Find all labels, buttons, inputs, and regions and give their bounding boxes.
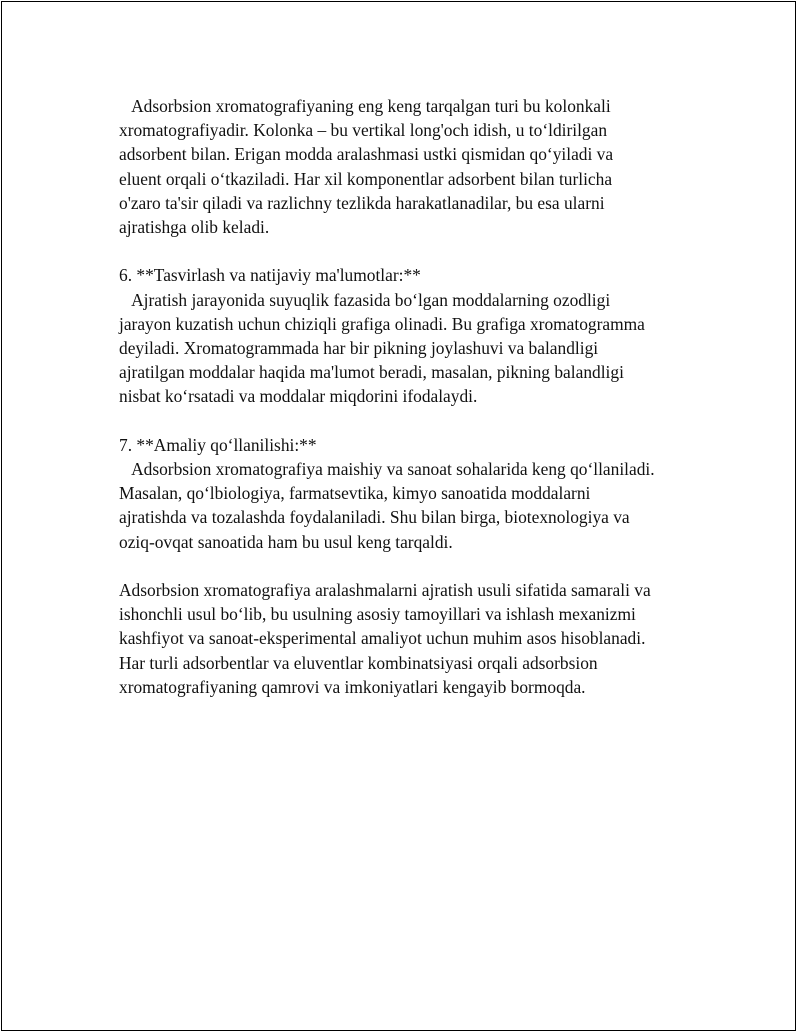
paragraph-spacer (119, 239, 709, 263)
text-line: oziq-ovqat sanoatida ham bu usul keng tarqaldi. (119, 531, 453, 552)
document-page (1, 1, 796, 1031)
text-line: jarayon kuzatish uchun chiziqli grafiga olinadi. Bu grafiga xromatogramma (119, 313, 645, 334)
text-line: ajratishda va tozalashda foydalaniladi. Shu bilan birga, biotexnologiya va (119, 507, 630, 528)
text-line: o'zaro ta'sir qiladi va razlichny tezlikda harakatlanadilar, bu esa ularni (119, 192, 605, 213)
text-line: ajratilgan moddalar haqida ma'lumot beradi, masalan, pikning balandligi (119, 362, 624, 383)
text-line: kashfiyot va sanoat-eksperimental amaliyot uchun muhim asos hisoblanadi. (119, 628, 646, 649)
text-line: nisbat ko‘rsatadi va moddalar miqdorini ifodalaydi. (119, 386, 478, 407)
text-line: Masalan, qo‘lbiologiya, farmatsevtika, kimyo sanoatida moddalarni (119, 483, 591, 504)
text-line: adsorbent bilan. Erigan modda aralashmasi ustki qismidan qo‘yiladi va (119, 144, 614, 165)
section-7-practical-application (119, 433, 709, 554)
paragraph-spacer (119, 554, 709, 578)
text-line: Ajratish jarayonida suyuqlik fazasida bo‘lgan moddalarning ozodligi (119, 289, 611, 310)
section-6-description-results (119, 263, 709, 408)
text-line: Adsorbsion xromatografiyaning eng keng tarqalgan turi bu kolonkali (119, 96, 611, 116)
text-line: xromatografiyadir. Kolonka – bu vertikal long'och idish, u to‘ldirilgan (119, 120, 608, 141)
text-line: eluent orqali o‘tkaziladi. Har xil komponentlar adsorbent bilan turlicha (119, 168, 613, 189)
text-line: Adsorbsion xromatografiya maishiy va sanoat sohalarida keng qo‘llaniladi. (119, 459, 655, 480)
text-line: Har turli adsorbentlar va eluventlar kombinatsiyasi orqali adsorbsion (119, 652, 598, 673)
paragraph-spacer (119, 409, 709, 433)
section-heading: 7. **Amaliy qo‘llanilishi:** (119, 434, 317, 455)
text-line: ajratishga olib keladi. (119, 217, 270, 238)
text-line: Adsorbsion xromatografiya aralashmalarni ajratish usuli sifatida samarali va (119, 580, 651, 601)
text-line: xromatografiyaning qamrovi va imkoniyatlari kengayib bormoqda. (119, 676, 586, 697)
section-heading: 6. **Tasvirlash va natijaviy ma'lumotlar:** (119, 265, 421, 286)
text-line: deyiladi. Xromatogrammada har bir pikning joylashuvi va balandligi (119, 338, 599, 359)
paragraph-column-chromatography (119, 94, 709, 239)
paragraph-conclusion (119, 578, 709, 699)
text-line: ishonchli usul bo‘lib, bu usulning asosiy tamoyillari va ishlash mexanizmi (119, 604, 636, 625)
document-body (119, 94, 709, 699)
